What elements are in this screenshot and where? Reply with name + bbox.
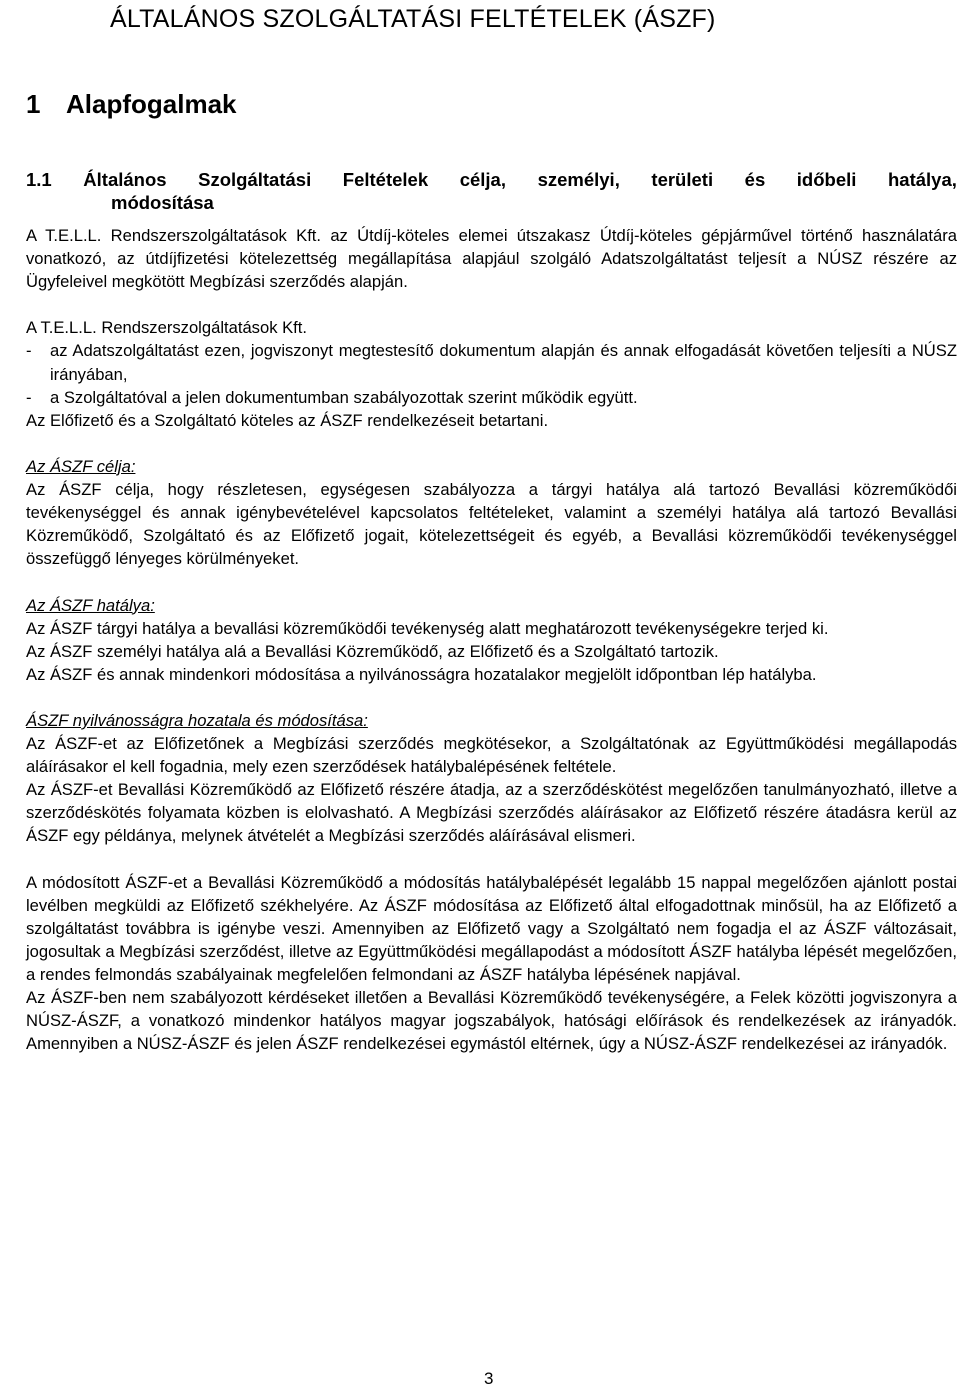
scope-paragraph: Az ÁSZF és annak mindenkori módosítása a nyilvánosságra hozatalakor megjelölt időpontban lép hatályba.	[26, 664, 817, 684]
paragraph-spacer	[26, 432, 957, 455]
subsection-word: Általános	[83, 169, 167, 190]
publication-paragraph: Az ÁSZF-et az Előfizetőnek a Megbízási szerződés megkötésekor, a Szolgáltatónak az Együttműködési megállapodás aláírásakor el kell fogadnia, mely ezen szerződések hatálybalépésének feltétele.	[26, 734, 957, 777]
document-page	[26, 0, 958, 1392]
section-heading	[26, 89, 237, 120]
subsection-heading-line-1	[26, 168, 957, 191]
publication-paragraph: Az ÁSZF-et Bevallási Közreműködő az Előfizető részére átadja, az a szerződéskötést megelőzően tanulmányozható, illetve a szerződéskötés folyamata közben is elolvasható. A Megbízási szerződés aláírásakor az Előfizető részére átadásra kerül az ÁSZF egy példánya, melynek átvételét a Megbízási szerződés aláírásával elismeri.	[26, 780, 957, 846]
modification-paragraph: Az ÁSZF-ben nem szabályozott kérdéseket illetően a Bevallási Közreműködő tevékenységére, a Felek közötti jogviszonyra a NÚSZ-ÁSZF, a vonatkozó mindenkor hatályos magyar jogszabályok, hatósági előírások és rendelkezések az irányadók. Amennyiben a NÚSZ-ÁSZF és jelen ÁSZF rendelkezései egymástól eltérnek, úgy a NÚSZ-ÁSZF rendelkezései az irányadók.	[26, 988, 957, 1054]
document-body	[26, 224, 957, 1055]
paragraph-spacer	[26, 848, 957, 871]
list-item	[26, 339, 957, 385]
modification-paragraph: A módosított ÁSZF-et a Bevallási Közreműködő a módosítás hatálybalépését legalább 15 nappal megelőzően ajánlott postai levélben megküldi az Előfizető székhelyére. Az ÁSZF módosítása az Előfizető által elfogadottnak minősül, ha az Előfizető a szolgáltatást továbbra is igénybe veszi. Amennyiben az Előfizető vagy a Szolgáltató nem fogadja el az ÁSZF változásait, jogosultak a Megbízási szerződést, illetve az Együttműködési megállapodást a módosított ÁSZF hatályba lépését megelőzően, a rendes felmondás szabályainak megfelelően felmondani az ÁSZF hatályba lépésének napjával.	[26, 872, 957, 984]
list-dash: -	[26, 341, 32, 361]
subsection-word: és	[744, 169, 766, 190]
document-title: ÁLTALÁNOS SZOLGÁLTATÁSI FELTÉTELEK (ÁSZF)	[110, 5, 716, 33]
section-number: 1	[26, 89, 41, 119]
purpose-heading: Az ÁSZF célja:	[26, 456, 136, 476]
paragraph-spacer	[26, 686, 957, 709]
subsection-word: hatálya,	[887, 169, 957, 190]
subsection-heading	[26, 168, 957, 214]
subsection-word: időbeli	[796, 169, 857, 190]
list-item-text: a Szolgáltatóval a jelen dokumentumban szabályozottak szerint működik együtt.	[50, 387, 638, 407]
subsection-word: célja,	[459, 169, 506, 190]
list-item	[26, 386, 957, 409]
section-title: Alapfogalmak	[66, 89, 237, 119]
scope-paragraph: Az ÁSZF tárgyi hatálya a bevallási közreműködői tevékenység alatt meghatározott tevékenységekre terjed ki.	[26, 618, 829, 638]
subsection-word: területi	[651, 169, 714, 190]
subsection-word: személyi,	[537, 169, 620, 190]
scope-heading: Az ÁSZF hatálya:	[26, 595, 155, 615]
publication-heading: ÁSZF nyilvánosságra hozatala és módosítása:	[26, 710, 368, 730]
obligation-line: Az Előfizető és a Szolgáltató köteles az ÁSZF rendelkezéseit betartani.	[26, 410, 549, 430]
purpose-paragraph: Az ÁSZF célja, hogy részletesen, egységesen szabályozza a tárgyi hatálya alá tartozó Bevallási közreműködői tevékenységgel és annak igénybevételével kapcsolatos feltételeket, valamint a személyi hatálya alá tartozó Bevallási Közreműködő, Szolgáltató és az Előfizető jogait, kötelezettségeit és egyéb, a Bevallási közreműködői tevékenységgel összefüggő lényeges körülményeket.	[26, 480, 957, 569]
party-line: A T.E.L.L. Rendszerszolgáltatások Kft.	[26, 318, 308, 338]
subsection-word: Szolgáltatási	[198, 169, 312, 190]
subsection-heading-line-2: módosítása	[111, 192, 214, 213]
list-item-text: az Adatszolgáltatást ezen, jogviszonyt megtestesítő dokumentum alapján és annak elfogadását követően teljesíti a NÚSZ irányában,	[50, 341, 957, 384]
paragraph-spacer	[26, 293, 957, 316]
list-dash: -	[26, 387, 32, 407]
subsection-word: Feltételek	[342, 169, 429, 190]
intro-paragraph: A T.E.L.L. Rendszerszolgáltatások Kft. az Útdíj-köteles elemei útszakasz Útdíj-köteles gépjárművel történő használatára vonatkozó, az útdíjfizetési kötelezettség megállapítása alapjául szolgáló Adatszolgáltatást teljesít a NÚSZ részére az Ügyfeleivel megkötött Megbízási szerződés alapján.	[26, 226, 957, 292]
scope-paragraph: Az ÁSZF személyi hatálya alá a Bevallási Közreműködő, az Előfizető és a Szolgáltató tartozik.	[26, 641, 719, 661]
paragraph-spacer	[26, 570, 957, 593]
page-number: 3	[484, 1369, 494, 1388]
subsection-word: 1.1	[26, 169, 52, 190]
